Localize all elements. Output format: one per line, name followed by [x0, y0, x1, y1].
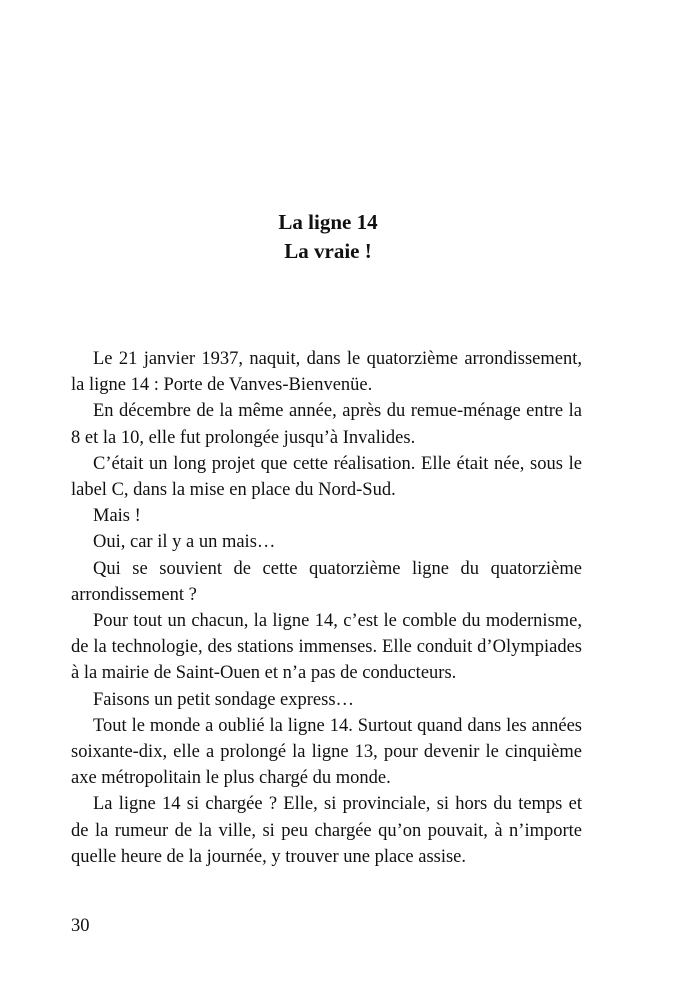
chapter-title-line-1: La ligne 14	[278, 210, 378, 234]
paragraph-8: Faisons un petit sondage express…	[93, 689, 355, 710]
page-number: 30	[71, 916, 90, 936]
paragraph-2: En décembre de la même année, après du remue-ménage entre la 8 et la 10, elle fut prolongée jusqu’à Invalides.	[71, 401, 582, 448]
paragraph-9: Tout le monde a oublié la ligne 14. Surtout quand dans les années soixante-dix, elle a prolongé la ligne 13, pour devenir le cinquième axe métropolitain le plus chargé du monde.	[71, 715, 582, 789]
paragraph-5: Oui, car il y a un mais…	[93, 532, 276, 553]
paragraph-7: Pour tout un chacun, la ligne 14, c’est le comble du modernisme, de la technologie, des stations immenses. Elle conduit d’Olympiades à la mairie de Saint-Ouen et n’a pas de conducteurs.	[71, 611, 582, 684]
chapter-title-line-2: La vraie !	[284, 239, 372, 263]
paragraph-3: C’était un long projet que cette réalisation. Elle était née, sous le label C, dans la mise en place du Nord-Sud.	[71, 453, 582, 501]
paragraph-10: La ligne 14 si chargée ? Elle, si provinciale, si hors du temps et de la rumeur de la ville, si peu chargée qu’on pouvait, à n’importe quelle heure de la journée, y trouver une place assise.	[71, 794, 582, 867]
paragraph-1: Le 21 janvier 1937, naquit, dans le quatorzième arrondissement, la ligne 14 : Porte de Vanves-Bienvenüe.	[71, 349, 582, 396]
body-text	[71, 346, 582, 870]
chapter-title	[0, 208, 656, 266]
paragraph-4: Mais !	[93, 506, 141, 527]
paragraph-6: Qui se souvient de cette quatorzième ligne du quatorzième arrondissement ?	[71, 558, 582, 605]
